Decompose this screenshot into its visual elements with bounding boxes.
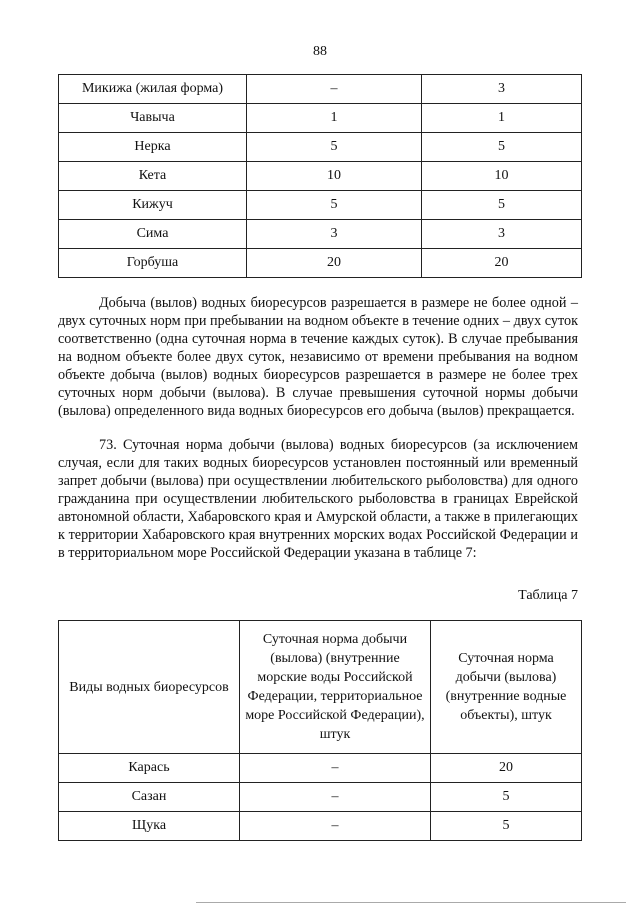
paragraph-catch-limits: Добыча (вылов) водных биоресурсов разрешается в размере не более одной – двух суточных норм при пребывании на водном объекте в течение одних – двух суток соответственно (одна суточная норма в течение каждых суток). В случае пребывания на водном объекте более двух суток, независимо от времени пребывания на водном объекте добыча (вылов) водных биоресурсов разрешается в размере не более трех суточных норм добычи (вылова). В случае превышения суточной нормы добычи (вылова) определенного вида водных биоресурсов его добыча (вылов) прекращается. xyxy=(58,295,578,419)
quota-cell: 20 xyxy=(422,249,582,278)
table-7-header-species: Виды водных биоресурсов xyxy=(59,621,240,754)
paragraph-73: 73. Суточная норма добычи (вылова) водных биоресурсов (за исключением случая, если для таких водных биоресурсов установлен постоянный или временный запрет добычи (вылова) при осуществлении любительского рыболовства) для одного гражданина при осуществлении любительского рыболовства в границах Еврейской автономной области, Хабаровского края и Амурской области, а также в прилегающих к территории Хабаровского края внутренних морских водах Российской Федерации и в территориальном море Российской Федерации указана в таблице 7: xyxy=(58,437,578,561)
quota-cell: – xyxy=(240,754,431,783)
table-7-header-inland-norm: Суточная норма добычи (вылова) (внутренние водные объекты), штук xyxy=(431,621,582,754)
quota-cell: 20 xyxy=(247,249,422,278)
table-row xyxy=(59,812,582,841)
quota-cell: – xyxy=(247,75,422,104)
quota-cell: 3 xyxy=(422,220,582,249)
quota-cell: 1 xyxy=(247,104,422,133)
quota-cell: 5 xyxy=(422,191,582,220)
table-row xyxy=(59,754,582,783)
species-cell: Карась xyxy=(59,754,240,783)
table-7-header-row xyxy=(59,621,582,754)
species-cell: Сазан xyxy=(59,783,240,812)
table-7-header-sea-norm: Суточная норма добычи (вылова) (внутренние морские воды Российской Федерации, территориальное море Российской Федерации), штук xyxy=(240,621,431,754)
species-cell: Нерка xyxy=(59,133,247,162)
quota-cell: 20 xyxy=(431,754,582,783)
species-cell: Горбуша xyxy=(59,249,247,278)
table-row xyxy=(59,220,582,249)
table-row xyxy=(59,191,582,220)
quota-cell: – xyxy=(240,783,431,812)
species-cell: Сима xyxy=(59,220,247,249)
species-cell: Кижуч xyxy=(59,191,247,220)
page-number: 88 xyxy=(313,44,327,59)
table-row xyxy=(59,783,582,812)
quota-cell: 5 xyxy=(431,812,582,841)
quota-cell: 5 xyxy=(431,783,582,812)
table-row xyxy=(59,249,582,278)
table-row xyxy=(59,133,582,162)
species-cell: Чавыча xyxy=(59,104,247,133)
quota-cell: 5 xyxy=(422,133,582,162)
quota-cell: – xyxy=(240,812,431,841)
table-row xyxy=(59,75,582,104)
quota-cell: 1 xyxy=(422,104,582,133)
quota-cell: 10 xyxy=(422,162,582,191)
page-bottom-edge xyxy=(196,902,626,903)
quota-cell: 5 xyxy=(247,133,422,162)
quota-cell: 10 xyxy=(247,162,422,191)
quota-cell: 5 xyxy=(247,191,422,220)
quota-cell: 3 xyxy=(247,220,422,249)
species-cell: Кета xyxy=(59,162,247,191)
quota-cell: 3 xyxy=(422,75,582,104)
table-row xyxy=(59,162,582,191)
species-cell: Микижа (жилая форма) xyxy=(59,75,247,104)
table-7 xyxy=(58,620,582,841)
table-row xyxy=(59,104,582,133)
table-7-caption: Таблица 7 xyxy=(518,588,578,603)
species-quota-table-continued xyxy=(58,74,582,278)
species-cell: Щука xyxy=(59,812,240,841)
